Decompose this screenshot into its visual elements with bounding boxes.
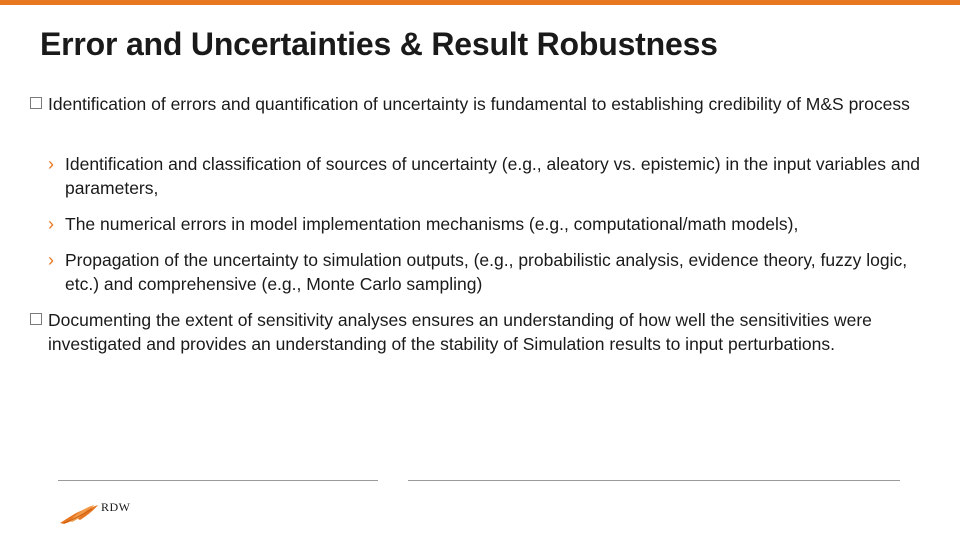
bullet-text: Documenting the extent of sensitivity analyses ensures an understanding of how well the sensitivities were investigated and provides an understanding of the stability of Simulation results to input perturbations.	[48, 310, 872, 354]
sub-bullet-text: Propagation of the uncertainty to simulation outputs, (e.g., probabilistic analysis, evidence theory, fuzzy logic, etc.) and comprehensive (e.g., Monte Carlo sampling)	[65, 250, 908, 294]
sub-bullet-text: The numerical errors in model implementation mechanisms (e.g., computational/math models),	[65, 214, 799, 234]
sub-bullet-item	[48, 248, 930, 296]
square-bullet-icon	[30, 313, 42, 325]
bullet-text: Identification of errors and quantification of uncertainty is fundamental to establishing credibility of M&S process	[48, 94, 910, 114]
chevron-right-icon: ›	[48, 154, 54, 174]
footer-divider-left	[58, 480, 378, 481]
sub-bullet-item	[48, 152, 930, 200]
sub-bullet-item	[48, 212, 930, 236]
square-bullet-icon	[30, 97, 42, 109]
chevron-right-icon: ›	[48, 250, 54, 270]
footer-divider-right	[408, 480, 900, 481]
bullet-item	[30, 308, 930, 356]
sub-bullet-text: Identification and classification of sources of uncertainty (e.g., aleatory vs. epistemic) in the input variables and parameters,	[65, 154, 921, 198]
chevron-right-icon: ›	[48, 214, 54, 234]
slide-title: Error and Uncertainties & Result Robustness	[40, 26, 718, 62]
top-accent-bar	[0, 0, 960, 5]
bullet-item	[30, 92, 930, 116]
logo-text: RDW	[101, 500, 131, 514]
